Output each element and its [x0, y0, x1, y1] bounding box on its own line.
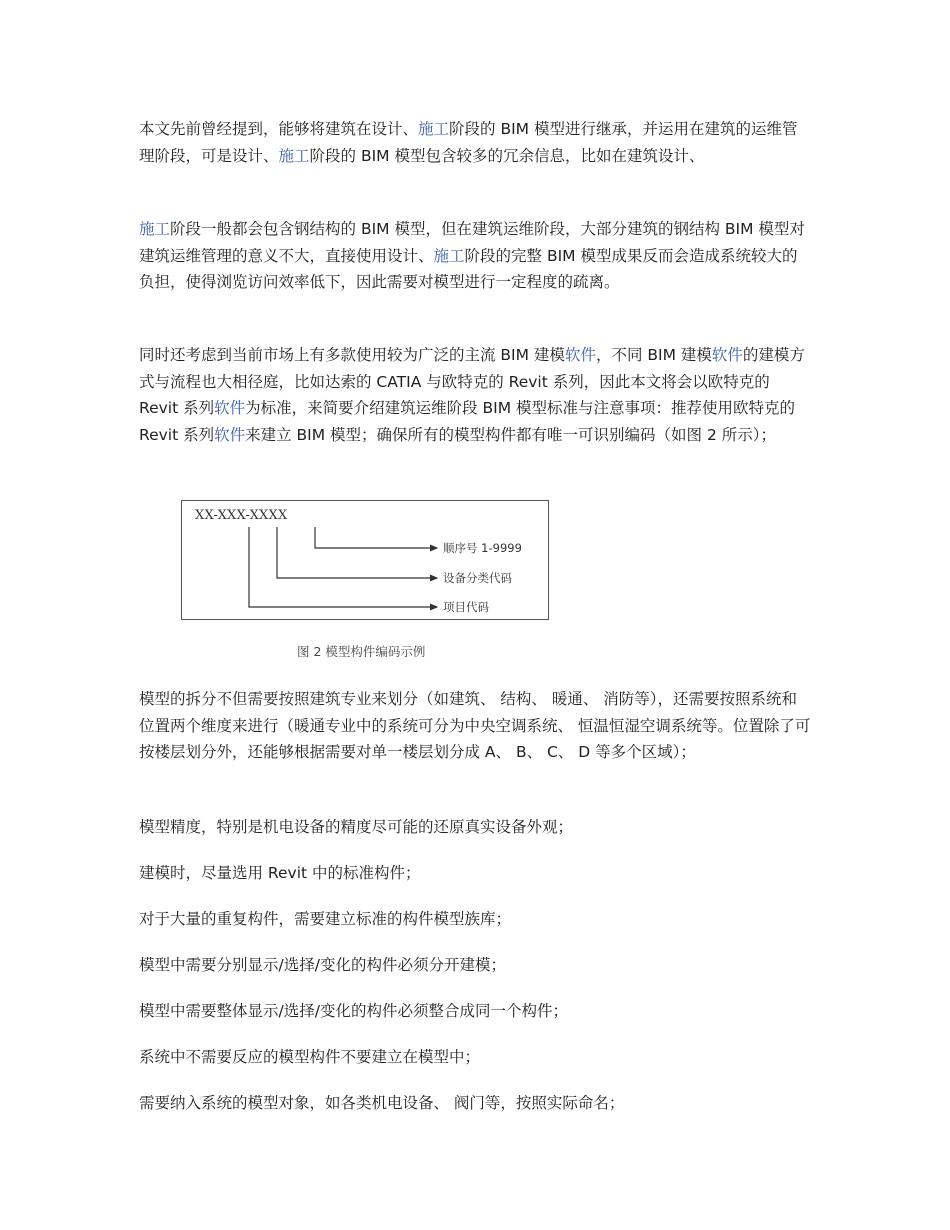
list-item: 建模时，尽量选用 Revit 中的标准构件； — [139, 864, 421, 882]
paragraph-text: 本文先前曾经提到，能够将建筑在设计、 — [139, 120, 419, 138]
link-software[interactable]: 软件 — [711, 346, 743, 364]
paragraph-text: 为标准，来简要介绍建筑运维阶段 BIM 模型标准与注意事项：推荐使用欧特克的 Revit 系列 — [139, 399, 796, 444]
list-item: 模型中需要整体显示/选择/变化的构件必须整合成同一个构件； — [139, 1002, 568, 1020]
link-construction[interactable]: 施工 — [139, 220, 171, 238]
link-construction[interactable]: 施工 — [278, 146, 310, 165]
figure-caption: 图 2 模型构件编码示例 — [297, 644, 426, 659]
link-software[interactable]: 软件 — [214, 399, 246, 417]
list-item: 需要纳入系统的模型对象，如各类机电设备、 阀门等，按照实际命名； — [139, 1094, 625, 1112]
link-software[interactable]: 软件 — [214, 425, 246, 444]
list-item: 系统中不需要反应的模型构件不要建立在模型中； — [139, 1048, 481, 1066]
paragraph-text: 阶段一般都会包含钢结构的 BIM 模型，但在建筑运维阶段，大部分建筑的钢结构 BIM 模型对建筑运维管理的意义不大，直接使用设计、 — [139, 220, 805, 265]
paragraph-text: 来建立 BIM 模型；确保所有的模型构件都有唯一可识别编码（如图 2 所示）； — [245, 425, 777, 444]
list-item: 对于大量的重复构件，需要建立标准的构件模型族库； — [139, 910, 512, 928]
list-item: 模型中需要分别显示/选择/变化的构件必须分开建模； — [139, 956, 506, 974]
paragraph-text: 阶段的 BIM 模型包含较多的冗余信息，比如在建筑设计、 — [309, 146, 705, 165]
figure-label-sequence: 顺序号 1-9999 — [443, 541, 522, 555]
paragraph-text: ，不同 BIM 建模 — [595, 346, 712, 364]
paragraph-1 — [139, 116, 811, 169]
link-construction[interactable]: 施工 — [433, 246, 465, 265]
paragraph-4: 模型的拆分不但需要按照建筑专业来划分（如建筑、 结构、 暖通、 消防等），还需要按照系统和位置两个维度来进行（暖通专业中的系统可分为中央空调系统、 恒温恒湿空调系统等。位置除了可按楼层划分外，还能够根据需要对单一楼层划分成 A、 B、 C、 D 等多个区域）； — [139, 690, 811, 761]
figure-2 — [181, 500, 553, 665]
link-software[interactable]: 软件 — [564, 346, 596, 364]
figure-connector-lines — [181, 500, 553, 625]
figure-label-project-code: 项目代码 — [443, 600, 489, 614]
link-construction[interactable]: 施工 — [418, 120, 450, 138]
paragraph-text: 阶段的 BIM 模型进行继承，并运用在建筑的运维管理阶段，可是设计、 — [139, 120, 798, 165]
paragraph-text: 的建模方式与流程也大相径庭，比如达索的 CATIA 与欧特克的 Revit 系列，因此本文将会以欧特克的 Revit 系列 — [139, 346, 805, 417]
paragraph-text: 阶段的完整 BIM 模型成果反而会造成系统较大的负担，使得浏览访问效率低下，因此需要对模型进行一定程度的疏离。 — [139, 246, 798, 291]
figure-label-equipment-code: 设备分类代码 — [443, 571, 512, 585]
list-item: 模型精度，特别是机电设备的精度尽可能的还原真实设备外观； — [139, 818, 574, 836]
figure-code: XX-XXX-XXXX — [195, 508, 288, 523]
paragraph-3 — [139, 342, 811, 448]
paragraph-2 — [139, 216, 811, 296]
paragraph-text: 同时还考虑到当前市场上有多款使用较为广泛的主流 BIM 建模 — [139, 346, 565, 364]
